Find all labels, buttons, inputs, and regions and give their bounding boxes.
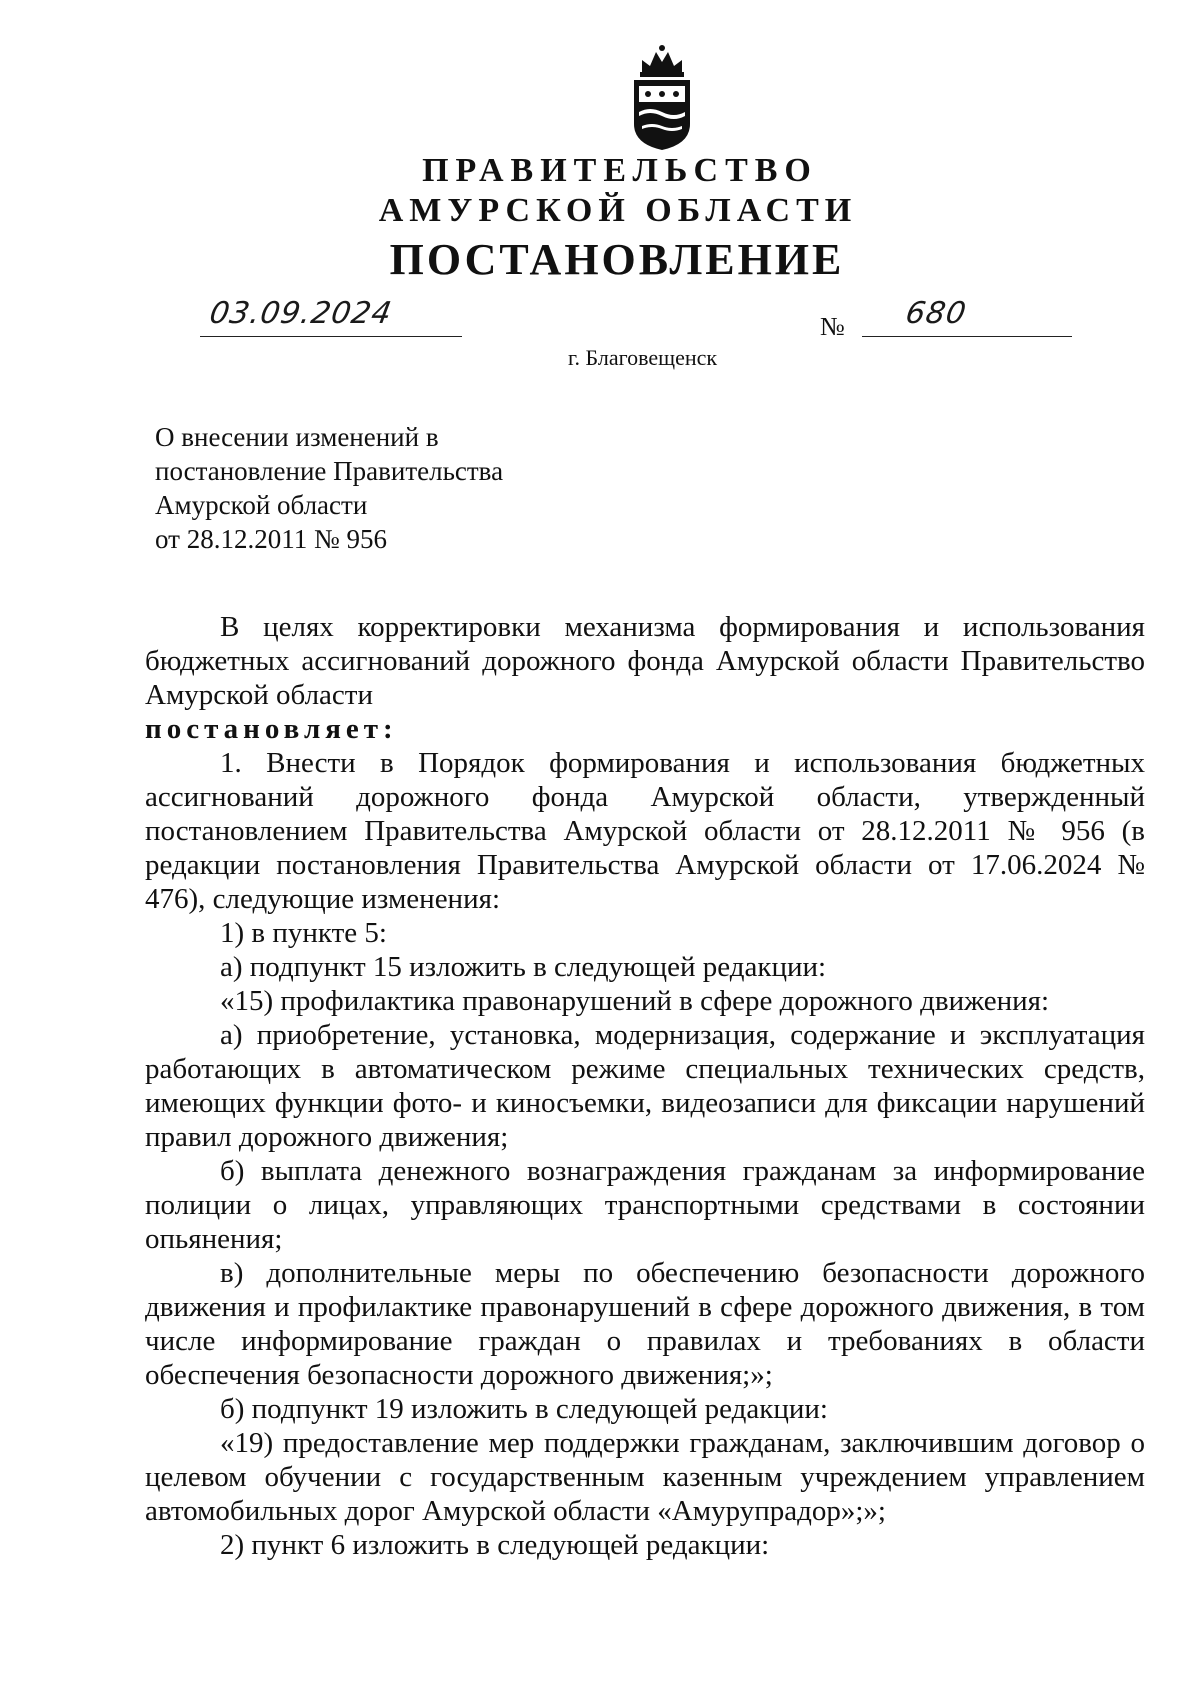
subitem-1b: б) подпункт 19 изложить в следующей редакции: [220, 1393, 828, 1425]
subject-line: О внесении изменений в [155, 422, 439, 452]
subject-line: постановление Правительства [155, 456, 504, 486]
handwritten-number: 680 [902, 296, 970, 331]
quote-15c: в) дополнительные меры по обеспечению безопасности дорожного движения и профилактике правонарушений в сфере дорожного движения, в том числе информирование граждан о правилах и требованиях в области обеспечения безопасности дорожного движения;»; [145, 1257, 1145, 1391]
number-label: № [820, 312, 845, 341]
city-label: г. Благовещенск [568, 345, 718, 370]
document-type-title: ПОСТАНОВЛЕНИЕ [389, 235, 845, 284]
subitem-1: 1) в пункте 5: [220, 917, 387, 949]
subject-line: Амурской области [155, 490, 368, 520]
subitem-1a: а) подпункт 15 изложить в следующей редакции: [220, 951, 827, 983]
amur-oblast-coat-of-arms-icon [628, 42, 696, 152]
subject-line: от 28.12.2011 № 956 [155, 524, 387, 554]
date-field [200, 296, 462, 337]
number-field [862, 296, 1072, 337]
document-subject [155, 420, 575, 556]
government-title-line1: ПРАВИТЕЛЬСТВО [422, 152, 818, 189]
item-1-paragraph: 1. Внести в Порядок формирования и использования бюджетных ассигнований дорожного фонда Амурской области, утвержденный постановлением Правительства Амурской области от 28.12.2011 № 956 (в редакции постановления Правительства Амурской области от 17.06.2024 № 476), следующие изменения: [145, 747, 1145, 915]
decree-word: постановляет: [145, 713, 398, 745]
quote-15a: а) приобретение, установка, модернизация, содержание и эксплуатация работающих в автоматическом режиме специальных технических средств, имеющих функции фото- и киносъемки, видеозаписи для фиксации нарушений правил дорожного движения; [145, 1019, 1145, 1153]
government-title-line2: АМУРСКОЙ ОБЛАСТИ [378, 192, 858, 229]
quote-15: «15) профилактика правонарушений в сфере дорожного движения: [220, 985, 1050, 1017]
handwritten-date: 03.09.2024 [206, 296, 395, 331]
document-body [145, 610, 1145, 1562]
quote-19: «19) предоставление мер поддержки гражданам, заключившим договор о целевом обучении с государственным казенным учреждением управлением автомобильных дорог Амурской области «Амурупрадор»;»; [145, 1427, 1145, 1527]
quote-15b: б) выплата денежного вознаграждения гражданам за информирование полиции о лицах, управляющих транспортными средствами в состоянии опьянения; [145, 1155, 1145, 1255]
preamble-paragraph: В целях корректировки механизма формирования и использования бюджетных ассигнований дорожного фонда Амурской области Правительство Амурской области [145, 611, 1145, 711]
subitem-2: 2) пункт 6 изложить в следующей редакции: [220, 1529, 770, 1561]
